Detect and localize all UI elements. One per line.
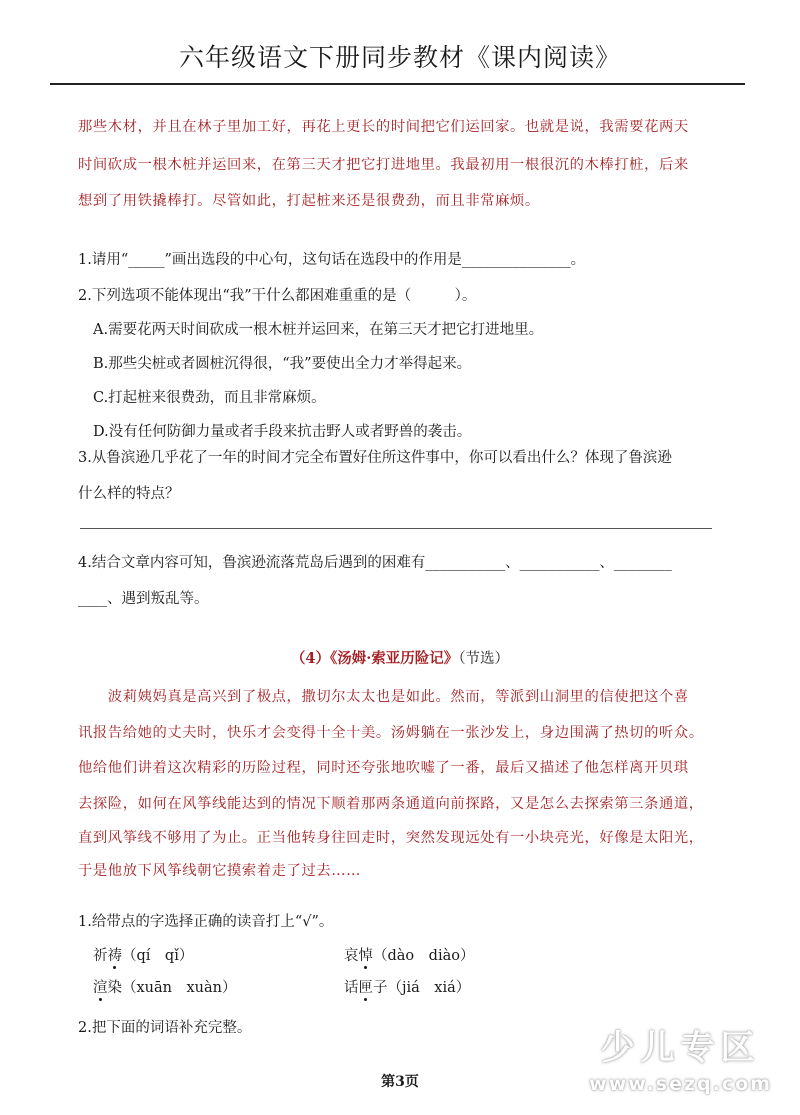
question-2-2: 2.把下面的词语补充完整。	[78, 1020, 252, 1036]
dotted-char: 悼	[358, 948, 373, 964]
option-a: A.需要花两天时间砍成一根木桩并运回来，在第三天才把它打进地里。	[93, 322, 544, 338]
answer-line[interactable]	[80, 528, 712, 529]
option-d: D.没有任何防御力量或者手段来抗击野人或者野兽的袭击。	[93, 424, 472, 440]
header-rule	[50, 83, 745, 85]
watermark	[589, 1020, 772, 1095]
passage-2-line-5: 直到风筝线不够用了为止。正当他转身往回走时，突然发现远处有一小块亮光，好像是太阳光，	[78, 830, 704, 846]
dotted-char: 祷	[107, 948, 122, 964]
passage-2-line-2: 讯报告给她的丈夫时，快乐才会变得十全十美。汤姆躺在一张沙发上，身边围满了热切的听众。	[78, 725, 704, 741]
section-note: （节选）	[458, 651, 510, 667]
dotted-char: 匣	[358, 980, 373, 996]
watermark-logo: 少儿专区	[600, 1028, 761, 1068]
passage-2-line-1: 波莉姨妈真是高兴到了极点，撒切尔太太也是如此。然而，等派到山洞里的信使把这个喜	[78, 689, 689, 705]
passage-2-line-6: 于是他放下风筝线朝它摸索着走了过去……	[78, 863, 362, 879]
passage-1-line-3: 想到了用铁撬棒打。尽管如此，打起桩来还是很费劲，而且非常麻烦。	[78, 193, 540, 209]
pinyin-item-4: 话匣子（jiá xiá）	[344, 980, 471, 996]
section-heading	[0, 647, 800, 668]
document-title: 六年级语文下册同步教材《课内阅读》	[178, 43, 621, 72]
question-3-line-1: 3.从鲁滨逊几乎花了一年的时间才完全布置好住所这件事中，你可以看出什么？体现了鲁滨逊	[78, 450, 672, 466]
dotted-char: 渲	[93, 980, 108, 996]
option-c: C.打起桩来很费劲，而且非常麻烦。	[93, 390, 326, 406]
pinyin-item-1: 祈祷（qí qǐ）	[93, 948, 194, 964]
watermark-url: www.sezq.com	[589, 1073, 772, 1095]
question-2-1: 1.给带点的字选择正确的读音打上“√”。	[78, 914, 334, 930]
question-4-line-1: 4.结合文章内容可知，鲁滨逊流落荒岛后遇到的困难有___________、___________、________	[78, 555, 672, 571]
option-b: B.那些尖桩或者圆桩沉得很，“我”要使出全力才举得起来。	[93, 356, 472, 372]
question-4-line-2: ____、遇到叛乱等。	[78, 591, 209, 607]
passage-2-line-4: 去探险，如何在风筝线能达到的情况下顺着那两条通道向前探路，又是怎么去探索第三条通道，	[78, 796, 704, 812]
page-number: 第3页	[381, 1074, 419, 1090]
question-3-line-2: 什么样的特点？	[78, 486, 180, 502]
pinyin-item-3: 渲染（xuān xuàn）	[93, 980, 237, 996]
question-1: 1.请用“_____”画出选段的中心句，这句话在选段中的作用是_______________。	[78, 252, 586, 268]
question-2: 2.下列选项不能体现出“我”干什么都困难重重的是（ ）。	[78, 288, 477, 304]
pinyin-item-2: 哀悼（dào diào）	[344, 948, 475, 964]
passage-2-line-3: 他给他们讲着这次精彩的历险过程，同时还夸张地吹嘘了一番，最后又描述了他怎样离开贝琪	[78, 760, 689, 776]
passage-1-line-1: 那些木材，并且在林子里加工好，再花上更长的时间把它们运回家。也就是说，我需要花两天	[78, 119, 689, 135]
section-title: （4）《汤姆·索亚历险记》	[290, 650, 459, 667]
passage-1-line-2: 时间砍成一根木桩并运回来，在第三天才把它打进地里。我最初用一根很沉的木棒打桩，后来	[78, 157, 689, 173]
